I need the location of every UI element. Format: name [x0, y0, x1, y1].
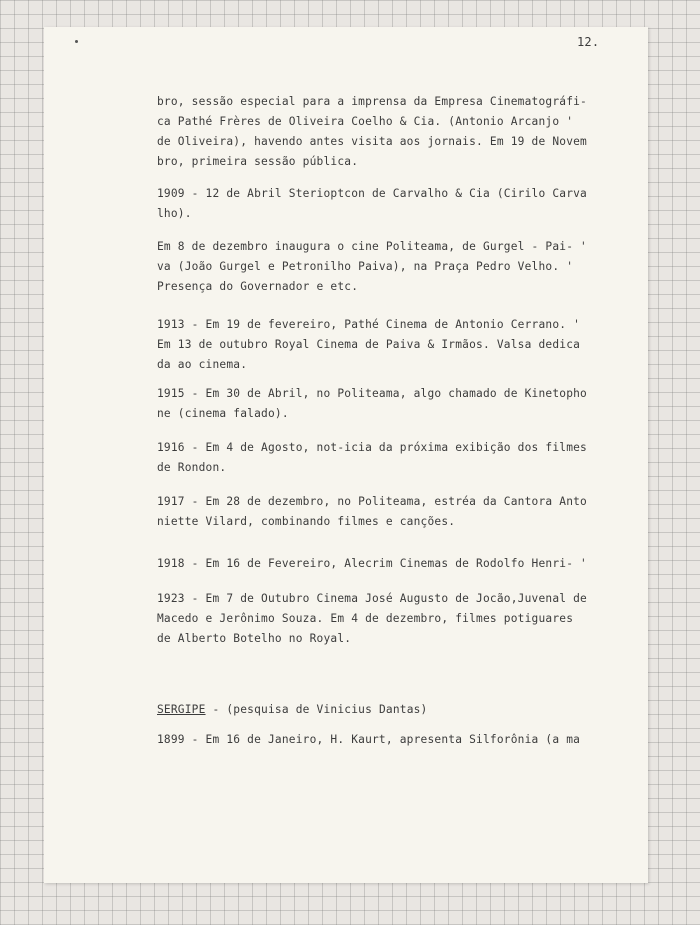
section-first-line: 1899 - Em 16 de Janeiro, H. Kaurt, apresenta Silforônia (a ma: [157, 733, 581, 746]
text-line: 1917 - Em 28 de dezembro, no Politeama, estréa da Cantora Anto: [157, 495, 587, 508]
text-line: 1916 - Em 4 de Agosto, not-icia da próxima exibição dos filmes: [157, 441, 587, 454]
text-line: de Rondon.: [157, 461, 227, 474]
text-line: ne (cinema falado).: [157, 407, 289, 420]
text-line: 1915 - Em 30 de Abril, no Politeama, algo chamado de Kinetopho: [157, 387, 587, 400]
text-line: bro, primeira sessão pública.: [157, 155, 359, 168]
section-subtitle: - (pesquisa de Vinicius Dantas): [205, 703, 428, 716]
text-line: ca Pathé Frères de Oliveira Coelho & Cia. (Antonio Arcanjo ': [157, 115, 574, 128]
text-line: 1918 - Em 16 de Fevereiro, Alecrim Cinemas de Rodolfo Henri- ': [157, 557, 587, 570]
section-heading: SERGIPE: [157, 703, 206, 716]
text-line: va (João Gurgel e Petronilho Paiva), na Praça Pedro Velho. ': [157, 260, 574, 273]
text-line: de Alberto Botelho no Royal.: [157, 632, 352, 645]
text-line: 1913 - Em 19 de fevereiro, Pathé Cinema de Antonio Cerrano. ': [157, 318, 581, 331]
text-line: Macedo e Jerônimo Souza. Em 4 de dezembro, filmes potiguares: [157, 612, 574, 625]
text-line: 1909 - 12 de Abril Sterioptcon de Carvalho & Cia (Cirilo Carva: [157, 187, 587, 200]
page-number: 12.: [577, 35, 600, 49]
text-line: bro, sessão especial para a imprensa da Empresa Cinematográfi-: [157, 95, 587, 108]
text-line: 1923 - Em 7 de Outubro Cinema José Augusto de Jocão,Juvenal de: [157, 592, 587, 605]
text-line: da ao cinema.: [157, 358, 248, 371]
ink-speck: [75, 40, 78, 43]
section-heading-line: [157, 703, 428, 716]
text-line: Presença do Governador e etc.: [157, 280, 359, 293]
text-line: lho).: [157, 207, 192, 220]
typewritten-page: [44, 27, 648, 883]
text-line: niette Vilard, combinando filmes e canções.: [157, 515, 456, 528]
text-line: de Oliveira), havendo antes visita aos jornais. Em 19 de Novem: [157, 135, 587, 148]
text-line: Em 13 de outubro Royal Cinema de Paiva & Irmãos. Valsa dedica: [157, 338, 581, 351]
text-line: Em 8 de dezembro inaugura o cine Politeama, de Gurgel - Pai- ': [157, 240, 587, 253]
